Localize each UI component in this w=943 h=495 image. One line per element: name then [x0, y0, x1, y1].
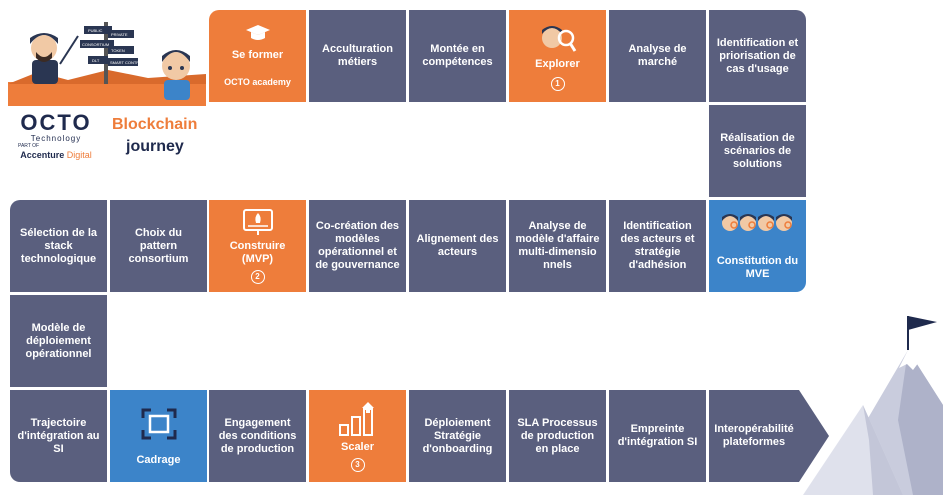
tile-explorer[interactable]: [509, 10, 606, 102]
octo-technology: Technology: [30, 134, 82, 143]
tile-modele-deploiement[interactable]: [10, 295, 107, 387]
journey-title-line2: journey: [126, 138, 184, 155]
tile-label: Sélection de la stack technologique: [19, 226, 98, 265]
tile-cadrage[interactable]: [110, 390, 207, 482]
step-number-badge: 2: [251, 270, 265, 284]
digital-label: Digital: [66, 150, 92, 160]
team-avatars-icon: [720, 211, 796, 237]
journey-title-line1: Blockchain: [112, 116, 198, 133]
tile-label: Identification et priorisation de cas d'usage: [716, 36, 799, 75]
tile-label: Explorer: [535, 57, 580, 70]
tile-label: Modèle de déploiement opérationnel: [25, 321, 92, 360]
step-number-badge: 1: [551, 77, 565, 91]
octo-logo: [14, 112, 98, 162]
tile-cocreation[interactable]: [309, 200, 406, 292]
tile-label: Identification des acteurs et stratégie d'adhésion: [620, 220, 695, 271]
tile-alignement[interactable]: [409, 200, 506, 292]
sign-dlt: DLT: [92, 58, 100, 63]
tile-label: Empreinte d'intégration SI: [617, 423, 698, 448]
tile-label: Acculturation métiers: [322, 43, 393, 68]
tile-label: Analyse de marché: [628, 43, 687, 68]
tile-selection[interactable]: [10, 200, 107, 292]
tile-scaler[interactable]: [309, 390, 406, 482]
tile-analyse-modele[interactable]: [509, 200, 606, 292]
tile-interop[interactable]: [709, 390, 799, 482]
tile-trajectoire[interactable]: [10, 390, 107, 482]
tile-label: Déploiement Stratégie d'onboarding: [422, 416, 493, 455]
explorer-magnifier-icon: [538, 22, 578, 56]
accenture-digital: [14, 150, 98, 160]
accenture-label: Accenture: [20, 150, 65, 160]
tile-identification-cas[interactable]: [709, 10, 806, 102]
octo-academy-brand: OCTO academy: [224, 77, 291, 87]
tile-se-former[interactable]: [209, 10, 306, 102]
octo-wordmark: OCTO: [20, 110, 92, 135]
tile-label: Analyse de modèle d'affaire multi-dimensio nnels: [515, 220, 600, 271]
step-number-badge: 3: [351, 458, 365, 472]
tile-label: Se former: [231, 49, 284, 61]
tile-label: Co-création des modèles opérationnel et de gouvernance: [315, 220, 400, 271]
part-of-label: PART OF: [18, 143, 40, 149]
tile-label: Montée en compétences: [422, 43, 493, 68]
tile-constitution[interactable]: [709, 200, 806, 292]
mountain-flag-illustration: [803, 310, 943, 495]
tile-label: Cadrage: [136, 453, 181, 466]
tile-choix[interactable]: [110, 200, 207, 292]
tile-label: Engagement des conditions de production: [218, 416, 297, 455]
sign-smart-contract: SMART CONTRACT: [110, 60, 148, 65]
tile-deploiement[interactable]: [409, 390, 506, 482]
rocket-board-icon: [242, 208, 274, 236]
tile-label: Scaler: [340, 440, 375, 453]
tile-label: Alignement des acteurs: [416, 233, 499, 258]
sign-public: PUBLIC: [88, 28, 103, 33]
tile-sla[interactable]: [509, 390, 606, 482]
tile-empreinte[interactable]: [609, 390, 706, 482]
sign-private: PRIVATE: [111, 32, 128, 37]
tile-label: Choix du pattern consortium: [128, 226, 189, 265]
illustration: [8, 14, 206, 106]
explorer-illustration: [8, 14, 206, 106]
tile-montee[interactable]: [409, 10, 506, 102]
frame-corners-icon: [139, 406, 179, 442]
bar-chart-growth-icon: [336, 401, 380, 437]
tile-acculturation[interactable]: [309, 10, 406, 102]
graduation-cap-icon: [245, 23, 271, 43]
tile-label: Trajectoire d'intégration au SI: [17, 416, 100, 455]
tile-realisation[interactable]: [709, 105, 806, 197]
tile-label: Interopérabilité plateformes: [714, 423, 794, 448]
tile-identification-acteurs[interactable]: [609, 200, 706, 292]
sign-consortium: CONSORTIUM: [82, 42, 110, 47]
sign-token: TOKEN: [111, 48, 125, 53]
tile-label: Construire (MVP): [229, 240, 286, 265]
tile-label: SLA Processus de production en place: [517, 416, 598, 455]
tile-engagement[interactable]: [209, 390, 306, 482]
tile-analyse-marche[interactable]: [609, 10, 706, 102]
tile-label: Réalisation de scénarios de solutions: [720, 131, 795, 170]
tile-label: Constitution du MVE: [716, 255, 799, 280]
tile-construire[interactable]: [209, 200, 306, 292]
